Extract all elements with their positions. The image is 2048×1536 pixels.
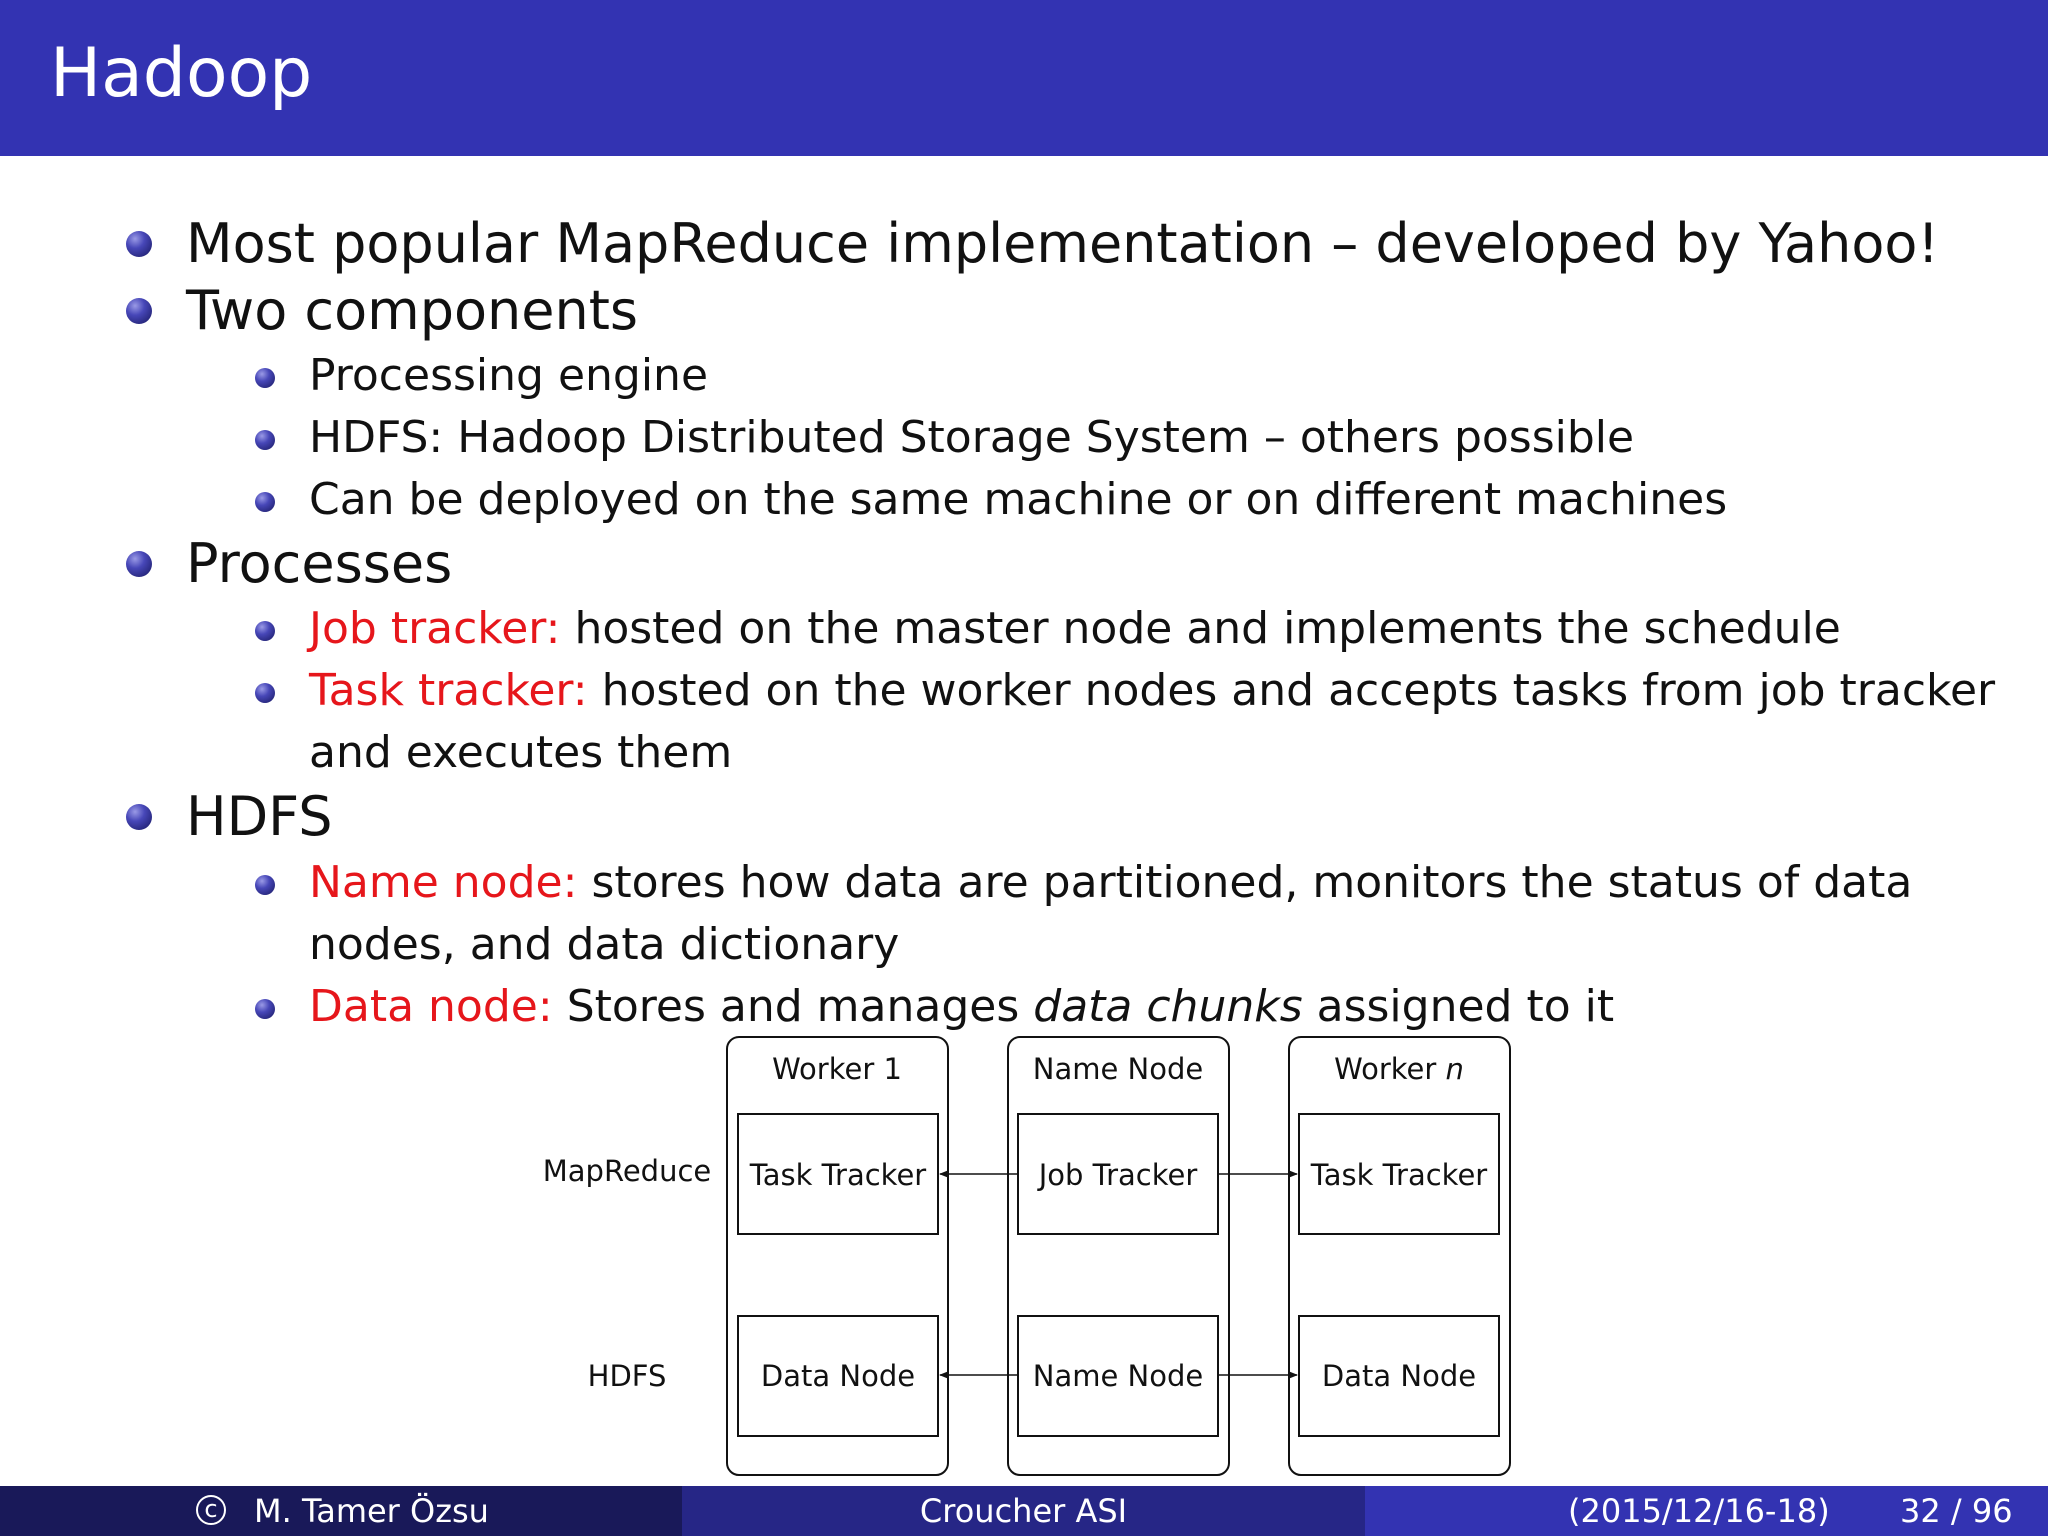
- sub-bullet-continuation: nodes, and data dictionary: [309, 919, 900, 970]
- sub-bullet-text: assigned to it: [1316, 981, 1615, 1032]
- footer-author-section: [0, 1486, 682, 1536]
- sub-bullet-text: Stores and manages: [566, 981, 1020, 1032]
- name-node-title: Name Node: [1032, 1052, 1204, 1086]
- job-tracker-label: Job Tracker: [1038, 1158, 1198, 1192]
- data-node-label: Data Node: [1321, 1359, 1477, 1393]
- sub-bullet-text: hosted on the worker nodes and accepts tasks from job tracker: [601, 665, 1996, 716]
- bullet-text: Processes: [186, 532, 453, 595]
- bullet-text: Most popular MapReduce implementation – developed by Yahoo!: [186, 212, 1940, 275]
- footer-event: Croucher ASI: [919, 1492, 1128, 1530]
- term-label: Task tracker:: [309, 665, 588, 716]
- term-label: Job tracker:: [309, 603, 561, 654]
- footer-page-number: 32 / 96: [1900, 1492, 2013, 1530]
- footer-event-section: [682, 1486, 1365, 1536]
- bullet-text: HDFS: [186, 785, 333, 848]
- sub-bullet-text: Can be deployed on the same machine or on different machines: [309, 474, 1728, 525]
- sub-bullet-text: HDFS: Hadoop Distributed Storage System – others possible: [309, 412, 1635, 463]
- worker-1-container: [727, 1037, 948, 1475]
- name-node-label: Name Node: [1032, 1359, 1204, 1393]
- worker-n-container: [1289, 1037, 1510, 1475]
- task-tracker-label: Task Tracker: [1310, 1158, 1488, 1192]
- copyright-icon: c: [196, 1495, 226, 1525]
- footer-author: M. Tamer Özsu: [254, 1492, 489, 1530]
- worker-1-title: Worker 1: [772, 1052, 902, 1086]
- term-label: Data node:: [309, 981, 553, 1032]
- sub-bullet-text: hosted on the master node and implements the schedule: [574, 603, 1841, 654]
- bullet-text: Two components: [186, 279, 639, 342]
- footer-bar: [0, 1486, 2048, 1536]
- row-label-mapreduce: MapReduce: [542, 1154, 712, 1188]
- row-label-hdfs: HDFS: [587, 1359, 667, 1393]
- name-node-container: [1008, 1037, 1229, 1475]
- emphasis-text: data chunks: [1033, 981, 1303, 1032]
- footer-date: (2015/12/16-18): [1568, 1492, 1830, 1530]
- term-label: Name node:: [309, 857, 578, 908]
- footer-date-section: [1365, 1486, 2048, 1536]
- sub-bullet-text: Processing engine: [309, 350, 709, 401]
- slide-title: Hadoop: [50, 34, 313, 113]
- worker-n-title: Worker n: [1334, 1052, 1464, 1086]
- sub-bullet-continuation: and executes them: [309, 727, 733, 778]
- data-node-label: Data Node: [760, 1359, 916, 1393]
- task-tracker-label: Task Tracker: [749, 1158, 927, 1192]
- sub-bullet-text: stores how data are partitioned, monitors the status of data: [591, 857, 1913, 908]
